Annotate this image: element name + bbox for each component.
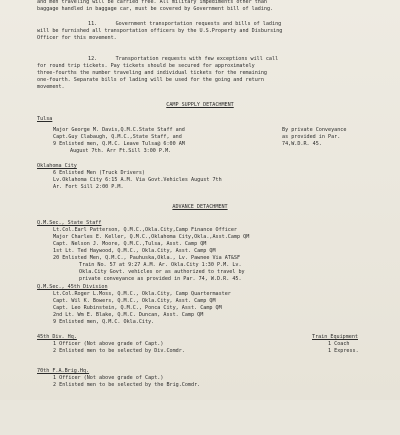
okc-label: Oklahoma City	[37, 163, 77, 169]
qm-45-line: Lt.Col.Roger L.Moss, Q.M.C., Okla.City, Camp Quartermaster	[53, 291, 231, 297]
paragraph-12-line: movement.	[37, 84, 65, 90]
body-line: and men traveling will be carried free. All military impediments other than	[37, 0, 268, 5]
qm-45-line: 2nd Lt. Wm E. Blake, Q.M.C. Duncan, Asst. Camp QM	[53, 312, 204, 318]
qm-45-line: Capt. Wil K. Bowers, Q.M.C., Okla.City, Asst. Camp QM	[53, 298, 216, 304]
conveyance-note: 74,W.D.R. 45.	[282, 141, 322, 147]
okc-line: 6 Enlisted Men (Truck Drivers)	[53, 170, 146, 176]
train-equipment-line: 1 Express.	[328, 348, 359, 354]
qm-45-label: Q.M.Sec., 45th Division	[37, 284, 108, 290]
qm-state-line: Capt. Nelson J. Moore, Q.M.C.,Tulsa, Asst. Camp QM	[53, 241, 207, 247]
tulsa-line: Major George M. Davis,Q.M.C.State Staff and	[53, 127, 185, 133]
tulsa-label: Tulsa	[37, 116, 53, 122]
fa-brig-line: 2 Enlisted men to be selected by the Brig.Comdr.	[53, 382, 201, 388]
fa-brig-label: 70th F.A.Brig.Hq.	[37, 368, 90, 374]
div-hq-line: 2 Enlisted men to be selected by Div.Comdr.	[53, 348, 185, 354]
advance-heading: ADVANCE DETACHMENT	[172, 204, 228, 210]
paragraph-12-line: for round trip tickets. Pay tickets should be secured for approximately	[37, 63, 255, 69]
body-line: baggage handled in baggage car, must be covered by Government bill of lading.	[37, 6, 274, 12]
paragraph-11-line: will be furnished all transportation officers by the U.S.Property and Disbursing	[37, 28, 283, 34]
okc-line: Ar. Fort Sill 2:00 P.M.	[53, 184, 124, 190]
paragraph-12-line: 12. Transportation requests with few exceptions will call	[88, 56, 279, 62]
paragraph-11-line: 11. Government transportation requests and bills of lading	[88, 21, 282, 27]
qm-state-line: Train No. 57 at 9:27 A.M. Ar. Okla.City 1:30 P.M. Lv.	[79, 262, 242, 268]
tulsa-line: 9 Enlisted men, Q.M.C. Leave Tulsa@ 6:00 AM	[53, 141, 185, 147]
paragraph-12-line: one-fourth. Separate bills of lading will be used for the going and return	[37, 77, 264, 83]
camp-supply-heading: CAMP SUPPLY DETACHMENT	[166, 102, 234, 108]
qm-state-line: 20 Enlisted Men, Q.M.C., Pauhuska,Okla., Lv. Pawnee Via AT&SF	[53, 255, 241, 261]
train-equipment-label: Train Equipment	[312, 334, 359, 340]
paragraph-11-line: Officer for this movement.	[37, 35, 117, 41]
qm-state-line: 1st Lt. Ted Haywood, Q.M.C., Okla.City, Asst. Camp QM	[53, 248, 216, 254]
qm-45-line: Capt. Leo Rubinstein, Q.M.C., Ponca City, Asst. Camp QM	[53, 305, 222, 311]
qm-45-line: 9 Enlisted men, Q.M.C. Okla.City.	[53, 319, 155, 325]
conveyance-note: By private Conveyance	[282, 127, 347, 133]
div-hq-line: 1 Officer (Not above grade of Capt.)	[53, 341, 164, 347]
paragraph-12-line: three-fourths the number traveling and individual tickets for the remaining	[37, 70, 268, 76]
train-equipment-line: 1 Coach	[328, 341, 350, 347]
tulsa-line: Capt.Guy Clabaugh, Q.M.C.,State Staff, and	[53, 134, 182, 140]
div-hq-label: 45th Div. Hq.	[37, 334, 77, 340]
conveyance-note: as provided in Par.	[282, 134, 341, 140]
tulsa-line: August 7th. Arr Ft.Sill 3:00 P.M.	[70, 148, 172, 154]
qm-state-label: Q.M.Sec., State Staff	[37, 220, 102, 226]
qm-state-line: private conveyance as provided in Par. 74, W.D.R. 45.	[79, 276, 242, 282]
qm-state-line: Lt.Col.Earl Patterson, Q.M.C.,Okla.City,Camp Finance Officer	[53, 227, 238, 233]
okc-line: Lv.Oklahoma City 6:15 A.M. Via Govt.Vehicles August 7th	[53, 177, 222, 183]
fa-brig-line: 1 Officer (Not above grade of Capt.)	[53, 375, 164, 381]
qm-state-line: Okla.City Govt. vehicles or as authorized to travel by	[79, 269, 245, 275]
qm-state-line: Major Charles E. Keller, Q.M.C.,Oklahoma City,Okla.,Asst.Camp QM	[53, 234, 250, 240]
